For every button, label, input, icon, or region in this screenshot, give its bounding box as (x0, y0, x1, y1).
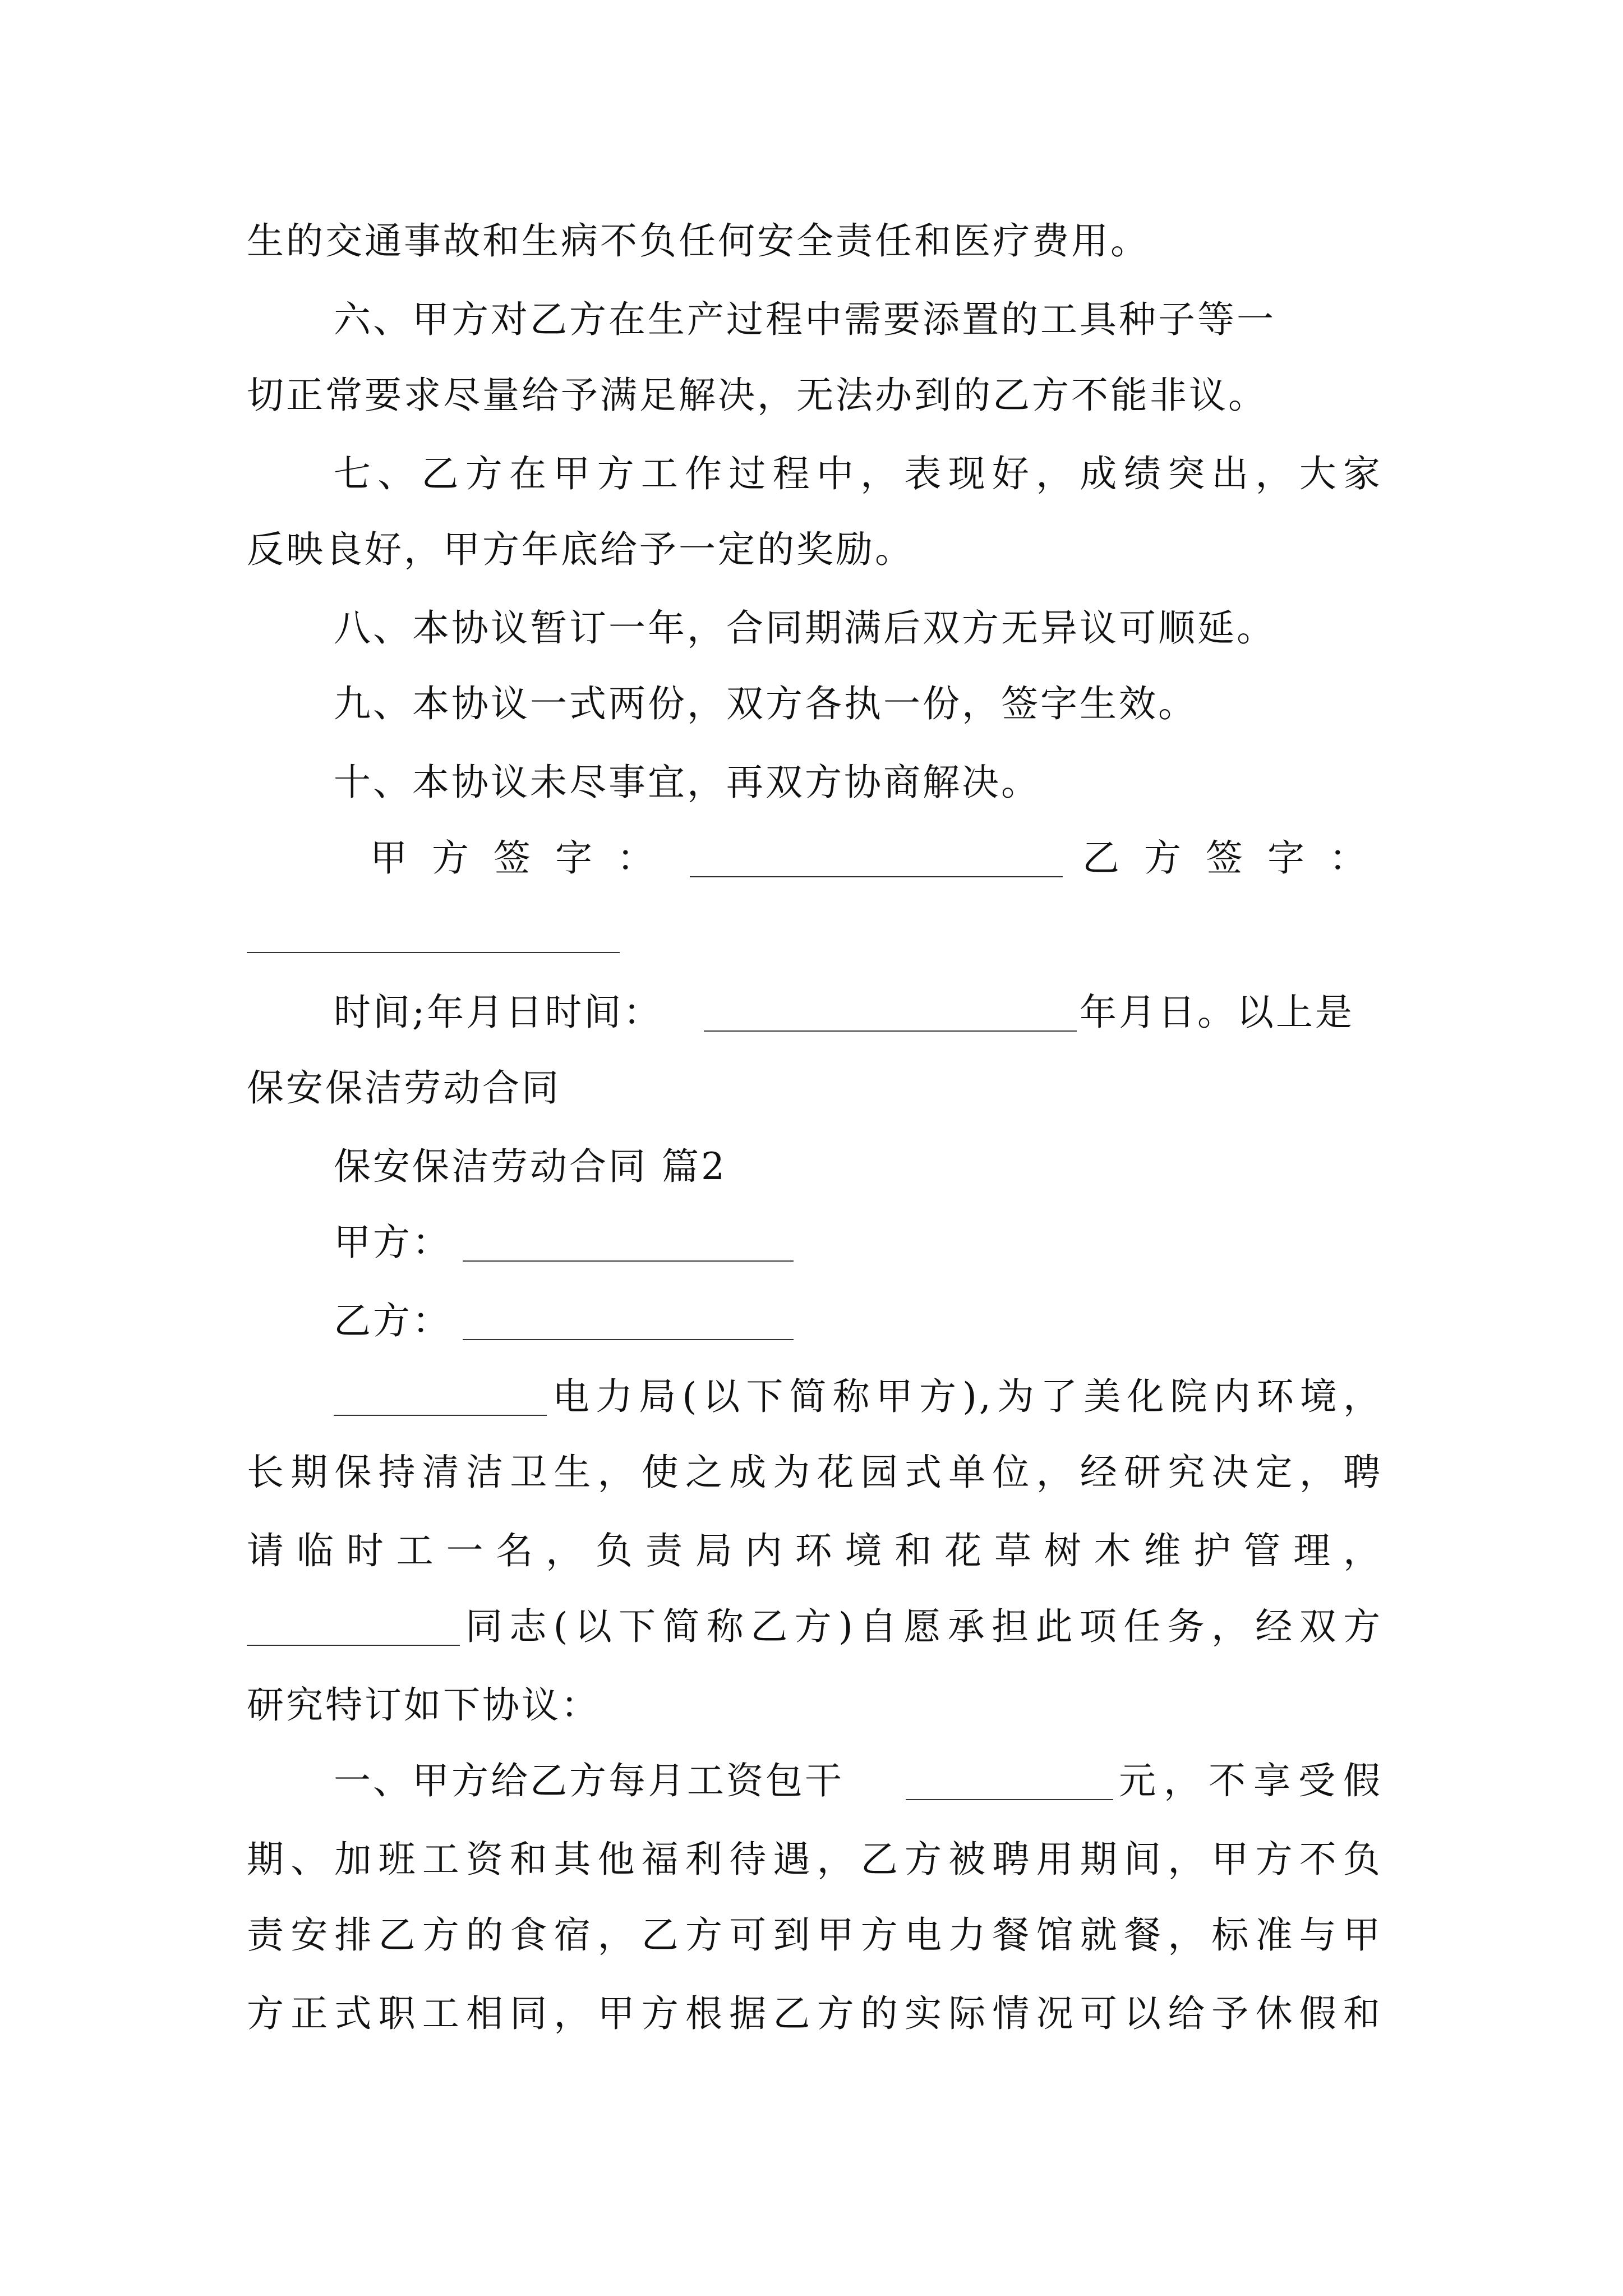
body-line-3: 请临时工一名，负责局内环境和花草树木维护管理， (247, 1529, 1382, 1572)
clause-8: 八、本协议暂订一年，合同期满后双方无异议可顺延。 (334, 606, 1276, 650)
clause-1-end: 元，不享受假 (1119, 1759, 1382, 1802)
body-line-4: 同志(以下简称乙方)自愿承担此项任务，经双方 (465, 1605, 1382, 1648)
party-b-sign-blank (247, 917, 620, 953)
body-line-5: 研究特订如下协议： (247, 1683, 600, 1727)
party-a-label: 甲方： (334, 1221, 451, 1264)
party-b-blank (463, 1304, 794, 1340)
date-blank (704, 996, 1077, 1032)
party-a-sign-blank (690, 841, 1063, 877)
employee-name-blank (247, 1610, 460, 1646)
body-line-2: 长期保持清洁卫生，使之成为花园式单位，经研究决定，聘 (247, 1451, 1382, 1494)
body-line-1: 电力局(以下简称甲方),为了美化院内环境， (552, 1375, 1382, 1418)
clause-7-line-1: 七、乙方在甲方工作过程中，表现好，成绩突出，大家 (334, 452, 1382, 495)
clause-1-line-2: 期、加班工资和其他福利待遇，乙方被聘用期间，甲方不负 (247, 1838, 1382, 1881)
clause-1-line-4: 方正式职工相同，甲方根据乙方的实际情况可以给予休假和 (247, 1992, 1382, 2035)
date-line-before: 时间;年月日时间： (334, 991, 663, 1034)
paragraph-line: 生的交通事故和生病不负任何安全责任和医疗费用。 (247, 219, 1150, 263)
date-line-after: 年月日。以上是 (1080, 991, 1354, 1034)
clause-6-line-2: 切正常要求尽量给予满足解决，无法办到的乙方不能非议。 (247, 374, 1267, 417)
clause-1-start: 一、甲方给乙方每月工资包干 (334, 1759, 844, 1802)
salary-blank (906, 1764, 1113, 1800)
party-a-sign-label: 甲方签字： (370, 836, 679, 880)
section-title: 保安保洁劳动合同 篇2 (334, 1145, 727, 1188)
clause-10: 十、本协议未尽事宜，再双方协商解决。 (334, 761, 1040, 804)
clause-7-line-2: 反映良好，甲方年底给予一定的奖励。 (247, 528, 914, 571)
clause-6-line-1: 六、甲方对乙方在生产过程中需要添置的工具种子等一 (334, 298, 1276, 341)
clause-9: 九、本协议一式两份，双方各执一份，签字生效。 (334, 682, 1197, 725)
end-title: 保安保洁劳动合同 (247, 1066, 561, 1110)
unit-name-blank (334, 1380, 547, 1416)
party-b-label: 乙方： (334, 1299, 451, 1342)
party-b-sign-label: 乙方签字： (1082, 836, 1391, 880)
party-a-blank (463, 1226, 794, 1262)
clause-1-line-3: 责安排乙方的食宿，乙方可到甲方电力餐馆就餐，标准与甲 (247, 1913, 1382, 1957)
